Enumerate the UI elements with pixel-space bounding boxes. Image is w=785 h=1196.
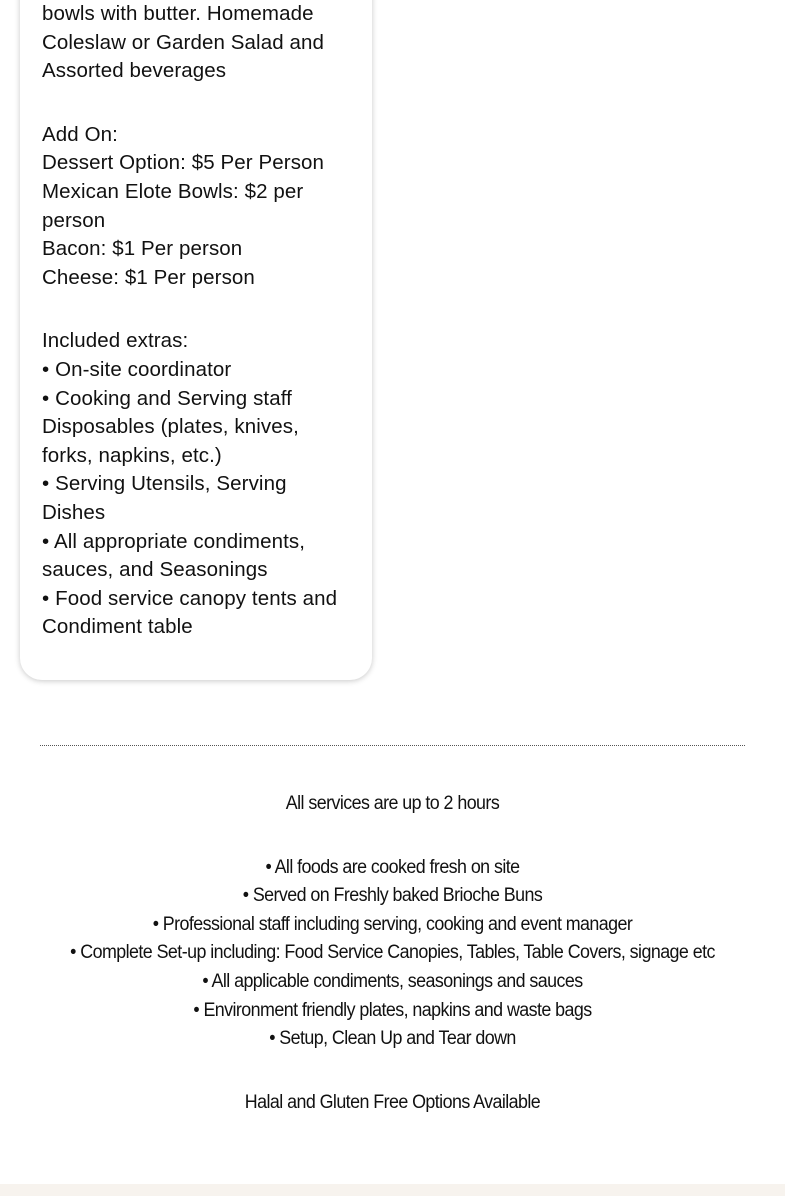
- extras-item: • Food service canopy tents and: [42, 586, 338, 610]
- addon-heading: Add On:: [42, 122, 118, 146]
- addon-item: Bacon: $1 Per person: [42, 237, 243, 261]
- extras-item: • Cooking and Serving staff: [42, 386, 292, 410]
- extras-item: forks, napkins, etc.): [42, 443, 222, 467]
- package-description-line: Coleslaw or Garden Salad and: [42, 30, 324, 54]
- service-bullet: • Professional staff including serving, cooking and event manager: [152, 913, 633, 935]
- service-bullet: • Served on Freshly baked Brioche Buns: [242, 885, 543, 907]
- footer-band: [0, 1184, 785, 1196]
- service-bullet: • Environment friendly plates, napkins and waste bags: [193, 999, 592, 1021]
- package-card: [20, 0, 372, 680]
- service-bullet: • Setup, Clean Up and Tear down: [269, 1028, 516, 1050]
- package-details: [42, 0, 354, 642]
- extras-item: • On-site coordinator: [42, 357, 232, 381]
- extras-item: • Serving Utensils, Serving: [42, 472, 287, 496]
- extras-item: Dishes: [42, 500, 106, 524]
- extras-heading: Included extras:: [42, 329, 189, 353]
- addon-item: Mexican Elote Bowls: $2 per: [42, 179, 304, 203]
- package-description-line: bowls with butter. Homemade: [42, 2, 314, 25]
- dietary-options-note: Halal and Gluten Free Options Available: [244, 1091, 541, 1113]
- service-bullet: • All foods are cooked fresh on site: [265, 856, 520, 878]
- addon-item: Dessert Option: $5 Per Person: [42, 151, 325, 175]
- services-headline: All services are up to 2 hours: [285, 793, 500, 814]
- services-section: [24, 790, 762, 1117]
- service-bullet: • Complete Set-up including: Food Service Canopies, Tables, Table Covers, signage etc: [70, 942, 715, 964]
- extras-item: • All appropriate condiments,: [42, 529, 306, 553]
- service-bullet: • All applicable condiments, seasonings and sauces: [202, 970, 583, 992]
- addon-item: person: [42, 208, 106, 232]
- addon-item: Cheese: $1 Per person: [42, 265, 255, 289]
- package-description-line: Assorted beverages: [42, 59, 227, 83]
- extras-item: Disposables (plates, knives,: [42, 415, 299, 439]
- extras-item: sauces, and Seasonings: [42, 558, 268, 582]
- extras-item: Condiment table: [42, 615, 193, 639]
- section-divider: [40, 745, 745, 746]
